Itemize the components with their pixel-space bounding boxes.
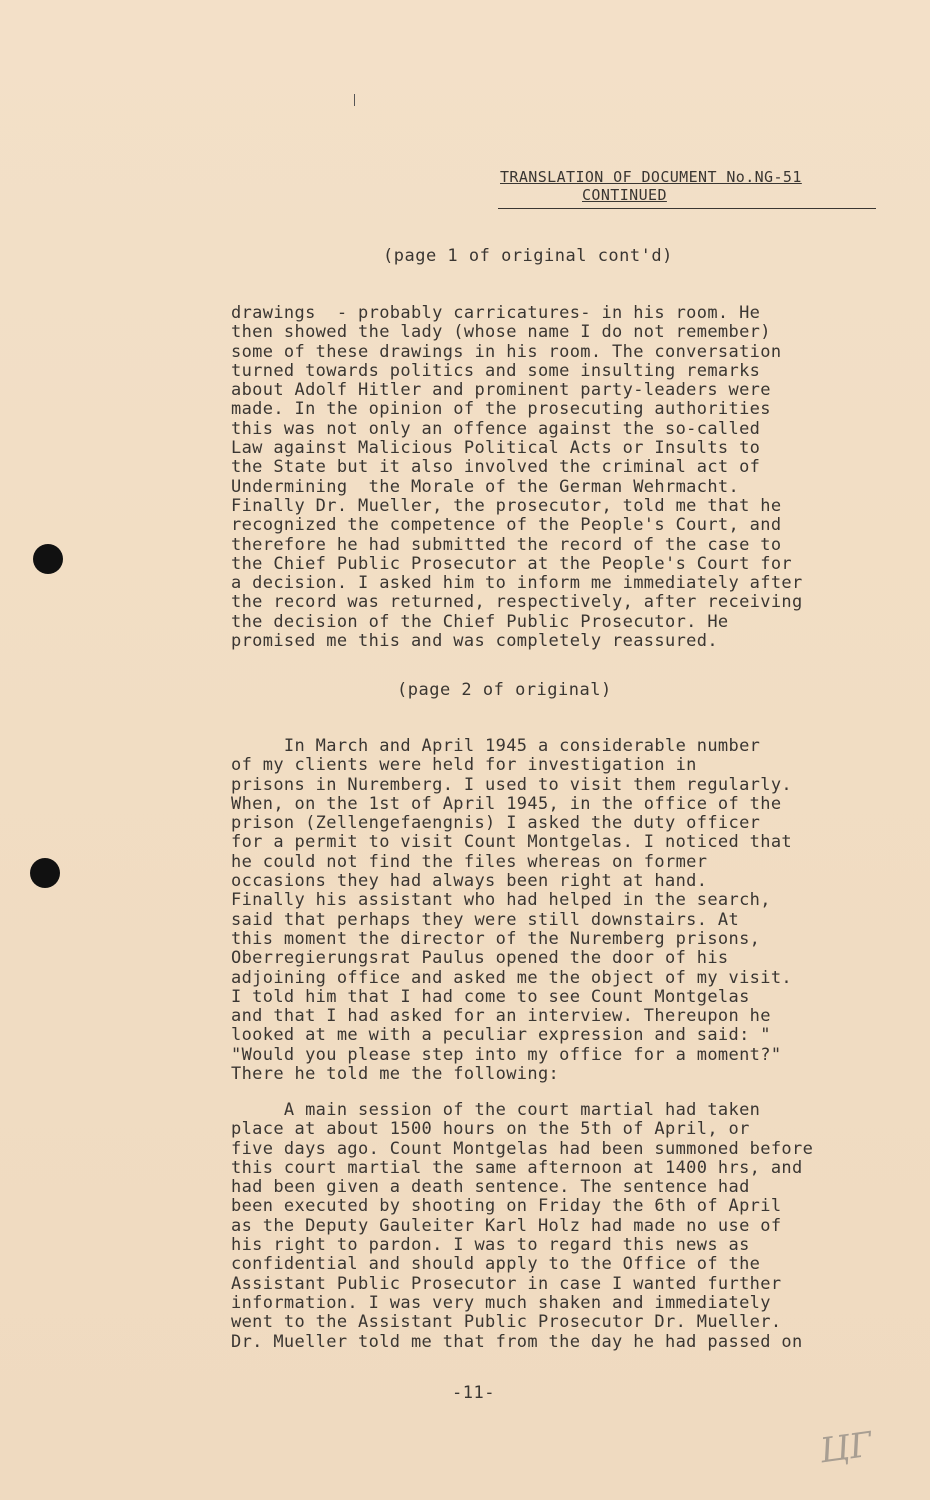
text-line: for a permit to visit Count Montgelas. I noticed that bbox=[231, 832, 792, 853]
paragraph-2 bbox=[231, 737, 891, 1084]
text-line: and that I had asked for an interview. Thereupon he bbox=[231, 1006, 771, 1027]
text-line: place at about 1500 hours on the 5th of April, or bbox=[231, 1119, 750, 1140]
text-line: drawings - probably carricatures- in his room. He bbox=[231, 303, 761, 323]
text-line: this moment the director of the Nuremberg prisons, bbox=[231, 928, 761, 949]
pencil-initials: ЦГ bbox=[817, 1424, 875, 1472]
text-line: this was not only an offence against the so-called bbox=[231, 418, 761, 439]
text-line: I told him that I had come to see Count Montgelas bbox=[231, 986, 750, 1007]
text-line: confidential and should apply to the Office of the bbox=[231, 1254, 761, 1275]
page-number: -11- bbox=[452, 1383, 495, 1403]
text-line: In March and April 1945 a considerable number bbox=[231, 736, 761, 756]
text-line: recognized the competence of the People's Court, and bbox=[231, 515, 782, 536]
text-line: the Chief Public Prosecutor at the People's Court for bbox=[231, 553, 792, 574]
text-line: Assistant Public Prosecutor in case I wanted further bbox=[231, 1273, 782, 1294]
text-line: about Adolf Hitler and prominent party-leaders were bbox=[231, 380, 771, 401]
text-line: prison (Zellengefaengnis) I asked the duty officer bbox=[231, 813, 761, 834]
text-line: as the Deputy Gauleiter Karl Holz had made no use of bbox=[231, 1215, 782, 1236]
text-line: five days ago. Count Montgelas had been summoned before bbox=[231, 1138, 814, 1159]
text-line: the State but it also involved the criminal act of bbox=[231, 457, 761, 478]
text-line: went to the Assistant Public Prosecutor Dr. Mueller. bbox=[231, 1312, 782, 1333]
paragraph-1 bbox=[231, 304, 891, 651]
text-line: information. I was very much shaken and immediately bbox=[231, 1292, 771, 1313]
document-header bbox=[498, 168, 878, 209]
text-line: made. In the opinion of the prosecuting authorities bbox=[231, 399, 771, 420]
text-line: some of these drawings in his room. The conversation bbox=[231, 341, 782, 362]
text-line: Finally Dr. Mueller, the prosecutor, told me that he bbox=[231, 495, 782, 516]
text-line: he could not find the files whereas on former bbox=[231, 851, 708, 872]
text-line: A main session of the court martial had taken bbox=[231, 1100, 761, 1120]
text-line: When, on the 1st of April 1945, in the office of the bbox=[231, 793, 782, 814]
page2-heading: (page 2 of original) bbox=[397, 680, 612, 700]
text-line: Law against Malicious Political Acts or Insults to bbox=[231, 438, 761, 459]
text-line: There he told me the following: bbox=[231, 1064, 560, 1085]
text-line: then showed the lady (whose name I do not remember) bbox=[231, 322, 771, 343]
text-line: his right to pardon. I was to regard this news as bbox=[231, 1235, 750, 1256]
text-line: adjoining office and asked me the object of my visit. bbox=[231, 967, 792, 988]
punch-hole-bottom bbox=[30, 858, 60, 888]
text-line: had been given a death sentence. The sentence had bbox=[231, 1177, 750, 1198]
text-line: therefore he had submitted the record of the case to bbox=[231, 534, 782, 555]
text-line: "Would you please step into my office for a moment?" bbox=[231, 1044, 782, 1065]
text-line: a decision. I asked him to inform me immediately after bbox=[231, 573, 803, 594]
text-line: Undermining the Morale of the German Wehrmacht. bbox=[231, 476, 740, 497]
text-line: Dr. Mueller told me that from the day he had passed on bbox=[231, 1331, 803, 1352]
header-continued: CONTINUED bbox=[582, 186, 667, 204]
text-line: looked at me with a peculiar expression and said: " bbox=[231, 1025, 771, 1046]
text-line: this court martial the same afternoon at 1400 hrs, and bbox=[231, 1157, 803, 1178]
page1-heading: (page 1 of original cont'd) bbox=[383, 246, 673, 266]
text-line: promised me this and was completely reassured. bbox=[231, 631, 718, 652]
paragraph-3 bbox=[231, 1101, 891, 1352]
text-line: Finally his assistant who had helped in the search, bbox=[231, 890, 771, 911]
header-rule bbox=[498, 208, 876, 209]
header-title: TRANSLATION OF DOCUMENT No.NG-51 bbox=[500, 168, 802, 186]
text-line: said that perhaps they were still downstairs. At bbox=[231, 909, 740, 930]
text-line: prisons in Nuremberg. I used to visit them regularly. bbox=[231, 774, 792, 795]
punch-hole-top bbox=[33, 544, 63, 574]
text-line: the record was returned, respectively, after receiving bbox=[231, 592, 803, 613]
text-line: the decision of the Chief Public Prosecutor. He bbox=[231, 611, 729, 632]
text-line: turned towards politics and some insulting remarks bbox=[231, 360, 761, 381]
text-line: been executed by shooting on Friday the 6th of April bbox=[231, 1196, 782, 1217]
pencil-tick-mark bbox=[354, 94, 355, 106]
text-line: of my clients were held for investigation in bbox=[231, 755, 697, 776]
text-line: Oberregierungsrat Paulus opened the door of his bbox=[231, 948, 729, 969]
text-line: occasions they had always been right at hand. bbox=[231, 871, 708, 892]
